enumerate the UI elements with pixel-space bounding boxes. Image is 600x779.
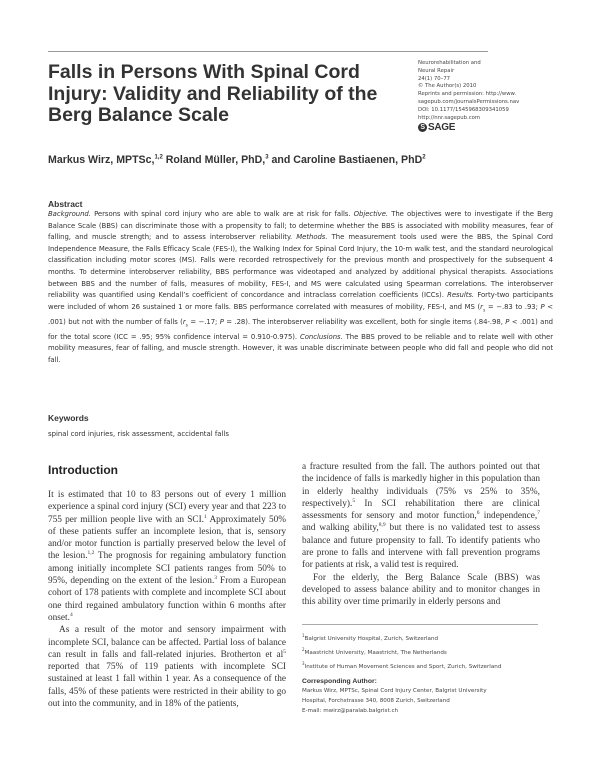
affiliation-number: 2: [302, 646, 305, 652]
citation-superscript: 8,9: [378, 522, 386, 529]
journal-meta: [418, 60, 568, 132]
subscript: s: [185, 323, 188, 329]
text-run: = .28). The interobserver reliability was excellent, both for single items (.84-.98,: [223, 317, 506, 326]
citation-superscript: 4: [69, 611, 73, 618]
italic-run: r: [480, 302, 483, 311]
text-run: In SCI rehabilitation there are clinical assessments for sensory and motor function,: [302, 498, 540, 522]
affiliation: [302, 645, 552, 659]
italic-run: r: [182, 317, 186, 326]
citation-superscript: 7: [537, 510, 540, 517]
header-rule: [48, 51, 488, 52]
abstract-text: [48, 209, 553, 366]
text-run: a fracture resulted from the fall. The authors pointed out that the incidence of falls is markedly higher in this population than in elderly healthy individuals (75% vs 25% to 35%, respectively).: [302, 462, 540, 509]
corresponding-author-heading: Corresponding Author:: [302, 678, 377, 686]
intro-column-left: [48, 489, 286, 710]
text-run: Persons with spinal cord injury who are able to walk are at risk for falls.: [90, 210, 354, 218]
italic-run: Conclusions.: [299, 332, 343, 341]
citation-superscript: 6: [476, 510, 480, 517]
text-run: = −.17;: [187, 317, 220, 326]
introduction-heading: Introduction: [48, 463, 118, 477]
italic-run: Background.: [48, 210, 91, 218]
journal-meta-line: © The Author(s) 2010: [418, 83, 477, 90]
keywords: spinal cord injuries, risk assessment, accidental falls: [48, 430, 229, 438]
affiliation-number: 1: [302, 633, 305, 638]
paragraph: [48, 489, 286, 624]
text-run: For the elderly, the Berg Balance Scale (BBS) was developed to assess balance ability and to monitor changes in this ability over time primarily in elderly persons and: [302, 572, 540, 608]
text-run: Forty-two participants were included of whom 26 sustained 1 or more falls. BBS performance correlated with measures of mobility, FES-I, and MS (: [48, 291, 554, 311]
subscript: s: [482, 308, 486, 314]
citation-superscript: 5: [283, 648, 286, 655]
sage-logo-icon: S: [418, 123, 427, 132]
journal-meta-line: 24(1) 70–77: [418, 75, 451, 82]
paragraph: [302, 572, 540, 609]
text-run: As a result of the motor and sensory impairment with incomplete SCI, balance can be affected. Partial loss of balance can result in falls and fall-related injuries. Brotherton et al: [48, 625, 286, 660]
author-affiliation: 1,2: [154, 154, 163, 161]
text-run: From a European cohort of 178 patients with complete and incomplete SCI about one third regained ambulatory function within 6 months after onset.: [48, 576, 286, 623]
corresponding-author-line: Markus Wirz, MPTSc, Spinal Cord Injury Center, Balgrist University: [302, 688, 487, 695]
affiliation-text: Balgrist University Hospital, Zurich, Switzerland: [304, 635, 439, 642]
italic-run: P: [219, 317, 224, 326]
text-run: The objectives were to investigate if the Berg Balance Scale (BBS) can discriminate those with a propensity to fall; to determine whether the BBS is associated with mobility measures, fear of falling, and muscle strength; and to assess interobserver reliability.: [48, 210, 553, 242]
citation-superscript: 5: [352, 497, 356, 504]
text-run: Approximately 50% of these patients suffer an incomplete lesion, that is, sensory and/or motor function is partially preserved below the level of the lesion.: [48, 514, 286, 562]
sage-logo-text: SAGE: [428, 121, 456, 133]
footnote-rule: [302, 624, 538, 625]
author-list: [48, 154, 426, 166]
journal-meta-line: DOI: 10.1177/1545968309341059: [418, 106, 509, 113]
text-run: The prognosis for regaining ambulatory function among initially incomplete SCI patients ranges from 50% to 95%, depending on the extent of the lesion.: [48, 551, 286, 587]
italic-run: P: [505, 317, 510, 326]
journal-meta-line: Neural Repair: [418, 67, 455, 74]
journal-meta-line: sagepub.com/journalsPermissions.nav: [418, 98, 520, 105]
italic-run: Objective.: [353, 210, 389, 218]
italic-run: Methods.: [296, 233, 328, 242]
citation-superscript: 1: [204, 513, 207, 520]
italic-run: Results.: [447, 291, 475, 300]
affiliation: [302, 631, 552, 645]
text-run: < .001) and for the total score (ICC = .95; 95% confidence interval = 0.910-0.975).: [48, 317, 553, 341]
citation-superscript: 1,2: [87, 550, 95, 557]
italic-run: P: [540, 302, 545, 311]
intro-column-right: [302, 461, 540, 609]
affiliation-text: Institute of Human Movement Sciences and Sport, Zurich, Switzerland: [304, 663, 502, 670]
author-name: Markus Wirz, MPTSc,: [48, 154, 155, 166]
affiliation-text: Maastricht University, Maastricht, The Netherlands: [304, 649, 447, 656]
text-run: < .001) but not with the number of falls (: [48, 302, 554, 326]
footnotes: [302, 631, 552, 717]
abstract-heading: Abstract: [48, 199, 83, 209]
author-affiliation: 2: [422, 154, 426, 161]
journal-meta-line: Neurorehabilitation and: [418, 60, 481, 66]
corresponding-author-line: Hospital, Forchstrasse 340, 8008 Zurich, Switzerland: [302, 698, 450, 705]
text-run: The BBS proved to be reliable and to relate well with other mobility measures, fear of falling, and muscle strength. However, it was unable discriminate between people who did fall and people who did not fall.: [48, 332, 553, 364]
text-run: It is estimated that 10 to 83 persons out of every 1 million experience a spinal cord injury (SCI) every year and that 223 to 755 per million people live with an SCI.: [48, 490, 286, 525]
journal-meta-line: http://nnr.sagepub.com: [418, 114, 481, 121]
article-title: Falls in Persons With Spinal Cord Injury: Validity and Reliability of the Berg Balance Scale: [48, 61, 378, 126]
author-name: and Caroline Bastiaenen, PhD: [268, 154, 423, 166]
paragraph: [302, 461, 540, 572]
text-run: reported that 75% of 119 patients with incomplete SCI sustained at least 1 fall within 1 year. As a consequence of the falls, 45% of these patients were restricted in their ability to go out into the community, and in 18% of the patients,: [48, 662, 286, 710]
paragraph: [48, 624, 286, 710]
text-run: = −.83 to .93;: [485, 302, 541, 311]
author-affiliation: 3: [265, 154, 269, 161]
journal-meta-line: Reprints and permission: http://www.: [418, 91, 517, 98]
text-run: and walking ability,: [302, 523, 379, 534]
affiliation: [302, 659, 552, 673]
affiliation-number: 3: [302, 660, 305, 666]
text-run: but there is no validated test to assess balance and future propensity to fall. To identify patients who are prone to falls and intervene with fall prevention programs for patients at risk, a valid test is required.: [302, 523, 541, 571]
corresponding-author-line: E-mail: mwirz@paralab.balgrist.ch: [302, 708, 399, 715]
citation-superscript: 3: [214, 574, 218, 581]
author-name: Roland Müller, PhD,: [162, 154, 266, 166]
keywords-heading: Keywords: [48, 413, 89, 423]
text-run: The measurement tools used were the BBS, the Spinal Cord Independence Measure, the Falls Efficacy Scale (FES-I), the Walking Index for Spinal Cord Injury, the 10-m walk test, and the standard neurological classification including motor scores (MS). Falls were recorded retrospectively for the previous month and prospectively for the subsequent 4 months. To determine interobserver reliability, BBS performance was videotaped and analyzed by additional physical therapists. Associations between BBS and the number of falls, measures of mobility, FES-I, and MS were calculated using Spearman correlations. The interobserver reliability was quantified using Kendall’s coefficient of concordance and intraclass correlation coefficients (ICCs).: [48, 233, 553, 300]
text-run: independence,: [479, 511, 538, 522]
sage-logo: [418, 123, 568, 132]
